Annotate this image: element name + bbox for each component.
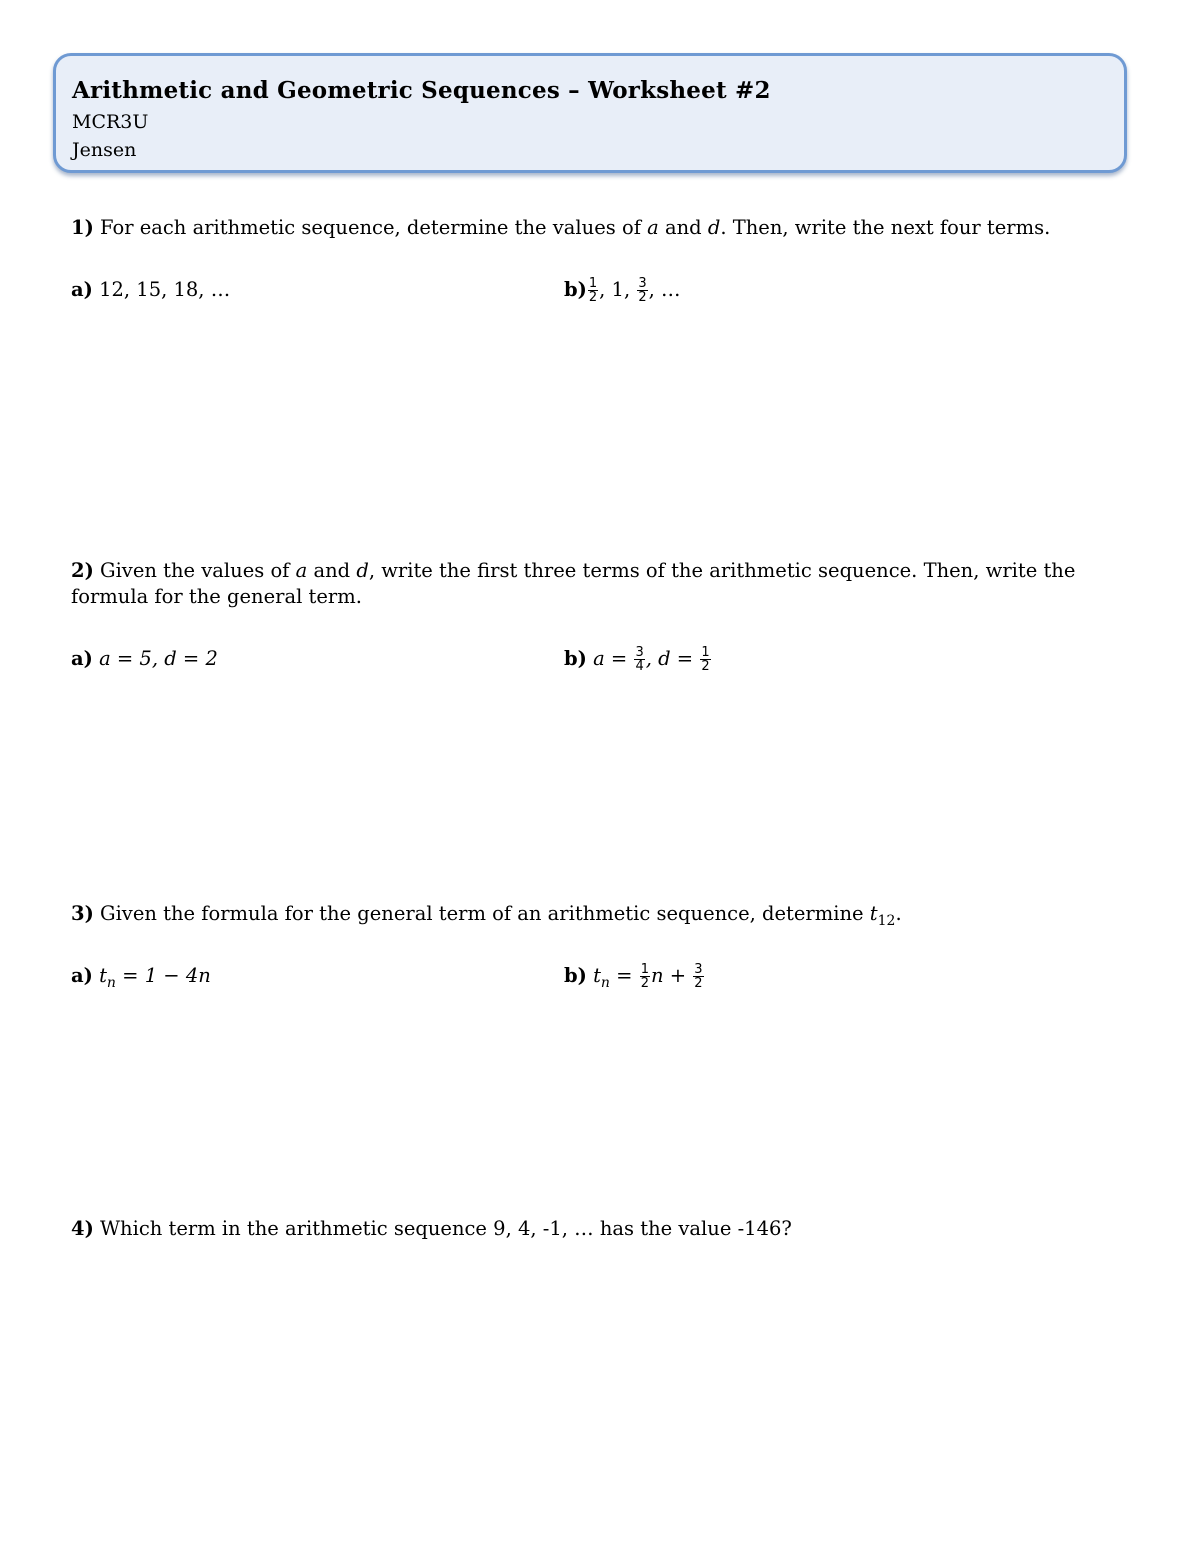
question-text: Given the values of	[93, 559, 296, 582]
part-text: t	[586, 964, 601, 987]
question-text: and	[307, 559, 357, 582]
fraction	[634, 646, 644, 673]
question-text: For each arithmetic sequence, determine the values of	[93, 216, 648, 239]
part-text: = 1 − 4n	[115, 964, 211, 987]
question-2-part-a	[71, 646, 218, 672]
question-text: , write the first three terms of the arithmetic sequence. Then, write the formula for the general term.	[71, 559, 1076, 608]
fraction	[640, 963, 650, 990]
denominator: 2	[588, 290, 598, 305]
question-text: .	[895, 902, 902, 925]
fraction	[693, 963, 703, 990]
variable: t	[869, 902, 878, 925]
part-text: a = 5, d = 2	[92, 647, 218, 670]
subscript: 12	[877, 912, 896, 929]
numerator: 3	[638, 276, 647, 291]
fraction	[588, 277, 598, 304]
variable: a	[647, 216, 659, 239]
subscript: n	[106, 974, 116, 991]
variable: d	[356, 559, 369, 582]
question-text: Which term in the arithmetic sequence 9, 4, -1, … has the value -146?	[93, 1217, 792, 1240]
part-text: n +	[650, 964, 693, 987]
fraction	[700, 646, 710, 673]
part-label: b)	[564, 647, 587, 670]
question-number: 4)	[71, 1217, 94, 1240]
part-label: b)	[564, 964, 587, 987]
question-text: Given the formula for the general term of an arithmetic sequence, determine	[93, 902, 870, 925]
numerator: 3	[635, 645, 644, 660]
subscript: n	[600, 974, 610, 991]
question-text: . Then, write the next four terms.	[720, 216, 1051, 239]
question-number: 2)	[71, 559, 94, 582]
question-4	[71, 1216, 1131, 1242]
question-2	[71, 558, 1131, 610]
part-label: b)	[564, 278, 587, 301]
denominator: 2	[694, 976, 703, 991]
course-code: MCR3U	[72, 111, 149, 133]
numerator: 3	[694, 962, 703, 977]
question-text: and	[658, 216, 708, 239]
question-3-part-b	[564, 963, 705, 996]
numerator: 1	[588, 276, 598, 291]
numerator: 1	[701, 645, 710, 660]
part-text: a =	[586, 647, 634, 670]
part-label: a)	[71, 647, 93, 670]
question-number: 3)	[71, 902, 94, 925]
variable: a	[295, 559, 308, 582]
part-text: t	[92, 964, 107, 987]
part-text: , 1,	[599, 278, 637, 301]
question-1-part-a	[71, 277, 230, 303]
numerator: 1	[640, 962, 649, 977]
question-2-part-b	[564, 646, 712, 673]
question-number: 1)	[71, 216, 94, 239]
part-text: , d =	[645, 647, 700, 670]
worksheet-header	[53, 53, 1127, 173]
part-text: 12, 15, 18, …	[92, 278, 231, 301]
part-label: a)	[71, 278, 93, 301]
fraction	[637, 277, 647, 304]
denominator: 2	[701, 659, 710, 674]
teacher-name: Jensen	[72, 139, 137, 161]
part-text: , …	[648, 278, 681, 301]
question-3	[71, 901, 1131, 934]
variable: d	[707, 216, 721, 239]
denominator: 4	[635, 659, 644, 674]
worksheet-title: Arithmetic and Geometric Sequences – Worksheet #2	[72, 77, 771, 104]
question-1-part-b	[564, 277, 681, 304]
question-1	[71, 215, 1131, 241]
question-3-part-a	[71, 963, 211, 996]
part-text: =	[609, 964, 639, 987]
denominator: 2	[640, 976, 649, 991]
denominator: 2	[638, 290, 647, 305]
part-label: a)	[71, 964, 93, 987]
